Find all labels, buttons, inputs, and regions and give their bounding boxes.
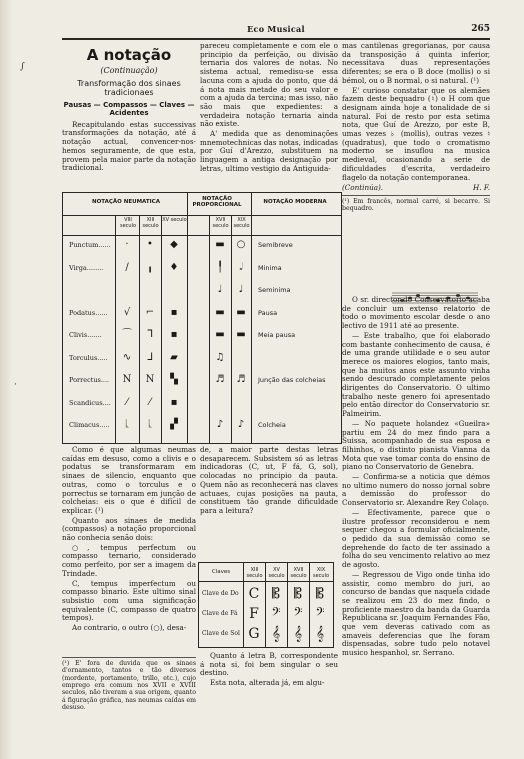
signature-author: H. F. — [473, 183, 490, 193]
notation-glyph: ╿ — [216, 261, 224, 273]
notation-glyph: ⁄ — [126, 396, 128, 408]
notation-glyph: ♩ — [238, 284, 244, 295]
paragraph: Como é que algumas neumas caídas em desuso, como a clivis e o podatus se transformaram em sinaes de silencio, enquanto que outras, como o torculus e o porrectus se tornaram em junção de colcheias: eis o que é difícil de explicar. (¹) — [62, 446, 196, 515]
continuation-label: (Continuação) — [100, 66, 158, 75]
table-row-label: Torculus..... — [69, 353, 108, 362]
notation-glyph: N — [145, 374, 155, 385]
table-row-label: Virga........ — [69, 263, 104, 272]
notation-glyph: ▬ — [236, 329, 246, 340]
table-row-modern-name: Seminima — [258, 286, 291, 294]
column-1-top — [62, 42, 196, 190]
century-label: XV seculo — [162, 217, 187, 223]
table-row-modern-name: Junção das colcheias — [258, 376, 326, 384]
notation-glyph: N — [122, 374, 132, 385]
notation-glyph: ⁄ — [149, 396, 151, 408]
clef-row-label: Clave de Sol — [202, 630, 240, 637]
century-label: XIX seculo — [233, 217, 250, 229]
column-1-bottom — [62, 446, 196, 746]
paragraph: A' medida que as denominações mnemotechnicas das notas, indicadas por Guí d'Arezzo, substituem na linguagem a antiga designação por letras, ultimo vestigio da Antiguida- — [200, 129, 338, 173]
notation-glyph: ▚ — [170, 374, 178, 385]
notation-glyph: √ — [123, 306, 131, 318]
century-label: XV seculo — [268, 567, 285, 579]
notation-glyph: ♪ — [237, 419, 245, 430]
journal-title: Eco Musical — [247, 24, 305, 34]
column-2-middle — [200, 446, 338, 556]
clef-glyph: 𝄢 — [315, 606, 325, 622]
table-row-label: Scandicus.... — [69, 398, 111, 407]
news-item: — Efectivamente, parece que o ilustre professor reconsiderou e nem sequer chegou a formular oficialmente, o pedido da sua demissão como se deprehende do facto de ter assinado a folha do seu vencimento relativo ao mez de agosto. — [342, 507, 490, 570]
notation-glyph: ╻ — [146, 261, 154, 273]
signature — [342, 184, 490, 193]
table-header-row — [63, 193, 341, 216]
notation-glyph: ♩ — [217, 284, 223, 295]
notation-glyph: ᚳ — [147, 419, 153, 430]
table-row-label: Porrectus.... — [69, 376, 110, 384]
notation-glyph: ∿ — [122, 351, 132, 363]
table-row-label: Clivis....... — [69, 331, 102, 339]
table-row-modern-name: Colcheia — [258, 421, 286, 429]
notation-glyph: 𝅗𝅥 — [239, 261, 243, 273]
footnote: (¹) E' fora de duvida que os sinaes d'ornamento, tantos e tão diversos (mordente, portamento, trillo, etc.), cujo emprego era comum nos XVII e XVIII seculos, não tiveram a sua origem, quanto á figuração gráfica, nas neumas caídas em desuso. — [62, 657, 196, 712]
notation-glyph: ᒧ — [146, 351, 154, 363]
notation-glyph: ᚳ — [124, 419, 130, 430]
news-item: — Regressou de Vigo onde tinha ido assistir, como membro do juri, ao concurso de bandas que naquela cidade se realizou em 23 do mez findo, o proficiente maestro da banda da Guarda Republicana sr. Joaquim Fernandes Fão, que vem deveras cativado com as amaveis deferencias que lhe foram dispensadas, sobre tudo pelo notavel musico hespanhol, sr. Serrano. — [342, 569, 490, 658]
column-3-top — [342, 42, 490, 247]
news-item: — Confirma-se a noticia que démos no ultimo numero do nosso jornal sobre a demissão do professor do Conservatorio sr. Alexandre Rey Colaço. — [342, 472, 490, 508]
notation-glyph: • — [147, 239, 153, 250]
header-neumatica: NOTAÇÃO NEUMATICA — [92, 199, 160, 205]
header-proporcional: NOTAÇÃO PROPORCIONAL — [192, 196, 242, 208]
notation-glyph: ▬ — [236, 306, 246, 318]
notation-glyph: ▬ — [215, 329, 225, 340]
notation-glyph: ▪ — [170, 329, 178, 340]
clef-glyph: F — [249, 606, 259, 622]
notation-glyph: ♦ — [169, 261, 179, 273]
paragraph: E' curioso constatar que os alemães fazem deste bequadro (♮) o H com que designam ainda hoje a tonalidade de si natural. Foi de resto por esta setima nota, que Guí de Arezzo, por este B, umas vezes ♭ (mollis), outras vezes ♮ (quadratus), que todo o cromatismo moderno se insuflou na musica medieval, ocasionando a serie de dificuldades d'escrita, verdadeiro flagelo da notação contemporanea. — [342, 85, 490, 182]
column-2-top — [200, 42, 338, 190]
table-divider — [161, 215, 162, 443]
table-divider — [209, 215, 210, 443]
notation-glyph: ♬ — [236, 374, 246, 385]
notation-glyph: ♫ — [215, 351, 225, 363]
notation-glyph: ◆ — [170, 239, 178, 250]
table-row-label: Climacus..... — [69, 421, 110, 429]
notation-glyph: ▞ — [170, 419, 178, 430]
notation-glyph: ⌐ — [145, 306, 155, 318]
notation-glyph: ▰ — [170, 351, 178, 363]
notation-glyph: · — [125, 239, 129, 250]
margin-mark: ∫ — [20, 62, 25, 72]
table-row-modern-name: Meia pausa — [258, 331, 296, 339]
paragraph: Recapitulando estas successivas transformações da notação, até á notação actual, convencer-nos-hemos seguramente, de que esta, provem pela maior parte da notação tradicional. — [62, 119, 196, 173]
notation-glyph: / — [125, 261, 129, 273]
notation-glyph: ᒣ — [146, 329, 154, 340]
footnote: (¹) Em francês, normal carré, si becarre. Si bequadro. — [342, 195, 490, 213]
table-row-modern-name: Minima — [258, 263, 282, 272]
notation-glyph: ○ — [236, 239, 246, 250]
table-divider — [115, 215, 116, 443]
table-divider — [139, 215, 140, 443]
clef-glyph: 𝄞 — [315, 626, 325, 642]
article-subtitle: Transformação dos sinaes tradicionaes — [77, 78, 181, 98]
notation-glyph: ⌒ — [122, 329, 132, 340]
notation-glyph: ▬ — [215, 306, 225, 318]
clef-glyph: 𝄡 — [272, 586, 280, 602]
paragraph: pareceu completamente e com ele o principio da perfeição, ou divisão ternaria dos valores de notas. No sistema actual, remedisu-se essa lacuna com a ajuda do ponto, que dá á nota mais metade do seu valor e com a ajuda da tercina; mas isso, não são mais que expedientes: a verdadeira notação ternaria ainda não existe. — [200, 42, 338, 129]
notation-glyph: ▬ — [215, 239, 225, 250]
table-row-modern-name: Pausa — [258, 308, 278, 317]
clef-row-label: Clave de Fá — [202, 610, 238, 617]
paragraph: de, a maior parte destas letras desaparecem. Subsistem só as letras indicadoras (C, ut, F fá, G, sol), colocadas no principio da pauta. Quem não as reconhecerá nas claves actuaes, cujas posições na pauta, constituem tão grande dificuldade para a leitura? — [200, 446, 338, 515]
news-item: — Este trabalho, que foi elaborado com bastante conhecimento de causa, é de uma grande utilidade e o seu autor merece os maiores elogios, tanto mais, que ha muitos anos este assunto vinha sendo descurado completamente pelos dirigentes do Conservatorio. O ultimo trabalho neste genero foi apresentado pelo então director do Conservatorio sr. Palmeirim. — [342, 330, 490, 419]
paragraph: C, tempus imperfectum ou compasso binario. Este ultimo sinal subsistio com uma significação equivalente (C, compasso de quatro tempos). — [62, 578, 196, 623]
table-divider — [187, 193, 188, 443]
clef-glyph: C — [248, 586, 260, 602]
news-item: O sr. director do Conservatorio acaba de concluir um extenso relatorio de todo o movimento escolar desde o ano lectivo de 1911 até ao presente. — [342, 296, 490, 331]
paragraph: ○, tempus perfectum ou compasso ternario, considerado como perfeito, por ser a imagem da Trindade. — [62, 542, 196, 578]
neuma-notation-table — [62, 192, 342, 444]
notation-glyph: ▪ — [170, 396, 178, 408]
table-row-label: Podatus...... — [69, 308, 108, 317]
century-label: VIII seculo — [119, 217, 137, 229]
notation-glyph: ♪ — [216, 419, 224, 430]
article-subheadings: Pausas — Compassos — Claves — Acidentes — [63, 100, 195, 118]
table-divider — [251, 193, 252, 443]
century-label: XVII seculo — [290, 567, 307, 579]
paragraph: Quanto á letra B, correspondente á nota si, foi bem singular o seu destino. — [200, 652, 338, 678]
paragraph: Esta nota, alterada já, em algu- — [210, 678, 325, 688]
century-label: XIII seculo — [246, 567, 263, 579]
clef-glyph: 𝄞 — [271, 626, 281, 642]
century-label: XIX seculo — [312, 567, 330, 579]
paragraph: Quanto aos sinaes de medida (compassos) a notação proporcional não conhecia senão dois: — [62, 515, 196, 543]
clef-table — [198, 562, 334, 648]
article-title: A notação — [86, 46, 172, 64]
table-row-label: Punctum...... — [69, 241, 111, 249]
notation-glyph: ♬ — [215, 374, 225, 385]
paragraph: Ao contrario, o outro (○), desa- — [72, 623, 187, 633]
clef-glyph: G — [248, 626, 260, 642]
header-moderna: NOTAÇÃO MODERNA — [263, 199, 327, 205]
page-number: 265 — [471, 24, 490, 34]
clef-glyph: 𝄞 — [293, 626, 303, 642]
century-label: XVII seculo — [212, 217, 229, 229]
clef-glyph: 𝄢 — [293, 606, 303, 622]
signature-continua: (Continúa). — [342, 183, 384, 193]
paragraph: mas cantilenas gregorianas, por causa da transposição á quinta inferior, necessitava duas representações diferentes; se era o B doce (mollis) o si bémol, ou o B normal, o si natural. (¹) — [342, 42, 490, 85]
column-2-bottom — [200, 652, 338, 747]
margin-mark: · — [14, 380, 17, 390]
clef-glyph: 𝄡 — [316, 586, 324, 602]
table-row-modern-name: Semibreve — [258, 241, 293, 249]
column-3-news — [342, 296, 490, 746]
clef-header: Claves — [211, 569, 231, 575]
clef-glyph: 𝄡 — [294, 586, 302, 602]
century-label: XIII seculo — [142, 217, 159, 229]
table-divider — [231, 215, 232, 443]
notation-glyph: ▪ — [170, 306, 178, 318]
page-binding-edge — [0, 0, 12, 759]
table-divider — [63, 235, 341, 236]
clef-row-label: Clave de Do — [202, 590, 239, 597]
page-header — [62, 24, 490, 40]
clef-glyph: 𝄢 — [271, 606, 281, 622]
news-item: — No paquete holandez «Gueilra» partiu em 24 do mez findo para a Suissa, acompanhado de sua esposa e filhinhos, o distinto pianista Vianna da Mota que vae tomar conta do ensino de piano no Conservatorio de Genebra. — [342, 418, 490, 472]
